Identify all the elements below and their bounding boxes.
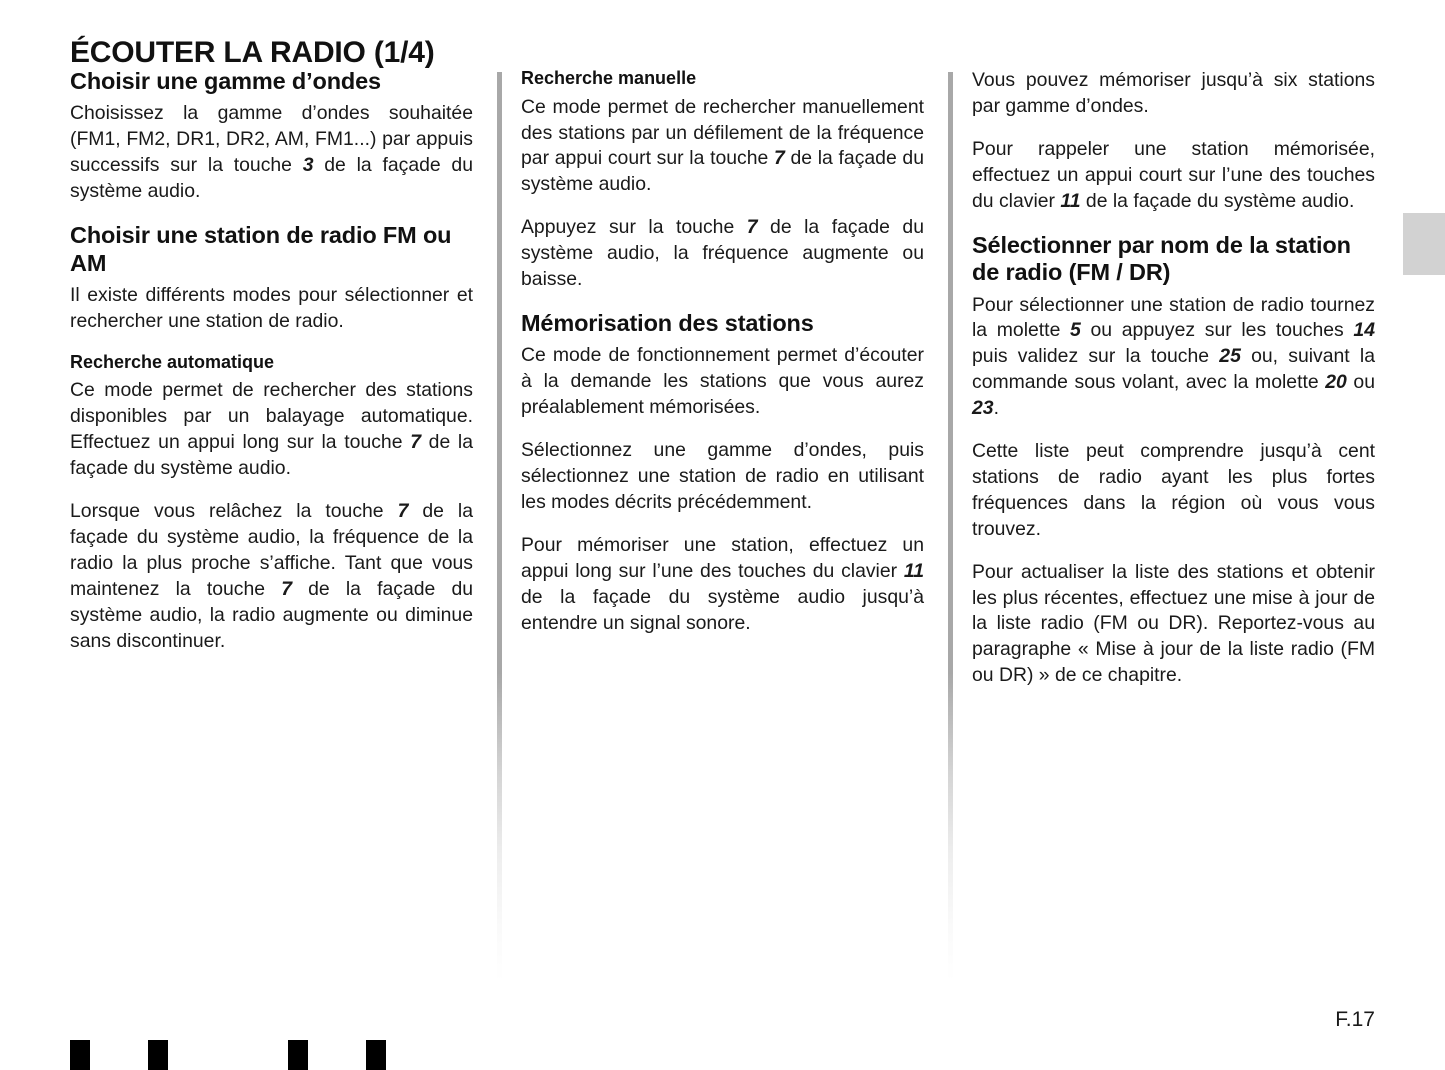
body-paragraph: Pour actualiser la liste des stations et obtenir les plus récentes, effectuez une mise à jour de la liste radio (FM ou DR). Reportez-vous au paragraphe « Mise à jour de la liste radio (FM ou DR) » de ce chapitre. [972, 560, 1375, 687]
body-paragraph: Ce mode de fonctionnement permet d’écouter à la demande les stations que vous aurez préalablement mémorisées. [521, 344, 924, 419]
column-1 [70, 68, 473, 689]
subsection-heading: Recherche automatique [70, 351, 275, 372]
control-reference-3: 3 [302, 154, 314, 177]
control-reference-20: 20 [1325, 371, 1347, 394]
body-paragraph: Il existe différents modes pour sélectionner et rechercher une station de radio. [70, 284, 473, 332]
body-paragraph: Pour rappeler une station mémorisée, effectuez un appui court sur l’une des touches du clavier 11 de la façade du système audio. [972, 137, 1375, 212]
body-paragraph: Sélectionnez une gamme d’ondes, puis sélectionnez une station de radio en utilisant les modes décrits précédemment. [521, 439, 924, 513]
section-heading: Sélectionner par nom de la station de radio (FM / DR) [972, 231, 1351, 286]
body-paragraph: Ce mode permet de rechercher des stations disponibles par un balayage automatique. Effectuez un appui long sur la touche 7 de la façade du système audio. [70, 379, 474, 480]
body-paragraph: Vous pouvez mémoriser jusqu’à six stations par gamme d’ondes. [972, 69, 1375, 117]
control-reference-5: 5 [1070, 319, 1081, 342]
subsection-heading: Recherche manuelle [521, 68, 697, 88]
control-reference-7: 7 [410, 431, 421, 454]
control-reference-7: 7 [397, 500, 409, 523]
registration-mark-4 [366, 1040, 386, 1070]
section-heading: Choisir une station de radio FM ou AM [70, 222, 452, 276]
control-reference-23: 23 [972, 397, 994, 420]
column-3 [972, 68, 1375, 689]
registration-marks [70, 1040, 400, 1070]
section-heading: Mémorisation des stations [521, 309, 814, 336]
body-paragraph: Pour mémoriser une station, effectuez un appui long sur l’une des touches du clavier 11 de la façade du système audio jusqu’à entendre un signal sonore. [521, 533, 924, 634]
body-paragraph: Cette liste peut comprendre jusqu’à cent stations de radio ayant les plus fortes fréquences dans la région où vous vous trouvez. [972, 440, 1375, 540]
registration-mark-2 [148, 1040, 168, 1070]
control-reference-14: 14 [1353, 319, 1375, 342]
column-2 [521, 68, 924, 689]
registration-mark-1 [70, 1040, 90, 1070]
control-reference-11: 11 [903, 559, 924, 582]
control-reference-11: 11 [1060, 189, 1081, 212]
body-paragraph: Pour sélectionner une station de radio tournez la molette 5 ou appuyez sur les touches 14 puis validez sur la touche 25 ou, suivant la commande sous volant, avec la molette 20 ou 23. [972, 293, 1375, 420]
control-reference-25: 25 [1219, 345, 1241, 368]
registration-mark-3 [288, 1040, 308, 1070]
text-columns [70, 68, 1380, 689]
control-reference-7: 7 [746, 216, 758, 239]
page-title: ÉCOUTER LA RADIO (1/4) [70, 36, 435, 70]
body-paragraph: Appuyez sur la touche 7 de la façade du système audio, la fréquence augmente ou baisse. [521, 216, 924, 291]
chapter-edge-tab [1403, 213, 1445, 275]
body-paragraph: Choisissez la gamme d’ondes souhaitée (FM1, FM2, DR1, DR2, AM, FM1...) par appuis successifs sur la touche 3 de la façade du système audio. [70, 102, 473, 203]
body-paragraph: Ce mode permet de rechercher manuellement des stations par un défilement de la fréquence par appui court sur la touche 7 de la façade du système audio. [521, 95, 924, 196]
control-reference-7: 7 [773, 147, 785, 170]
section-heading: Choisir une gamme d’ondes [70, 68, 381, 94]
page-number: F.17 [1335, 1008, 1375, 1031]
body-paragraph: Lorsque vous relâchez la touche 7 de la façade du système audio, la fréquence de la radio la plus proche s’affiche. Tant que vous maintenez la touche 7 de la façade du système audio, la radio augmente ou diminue sans discontinuer. [70, 500, 474, 652]
control-reference-7: 7 [281, 577, 292, 600]
